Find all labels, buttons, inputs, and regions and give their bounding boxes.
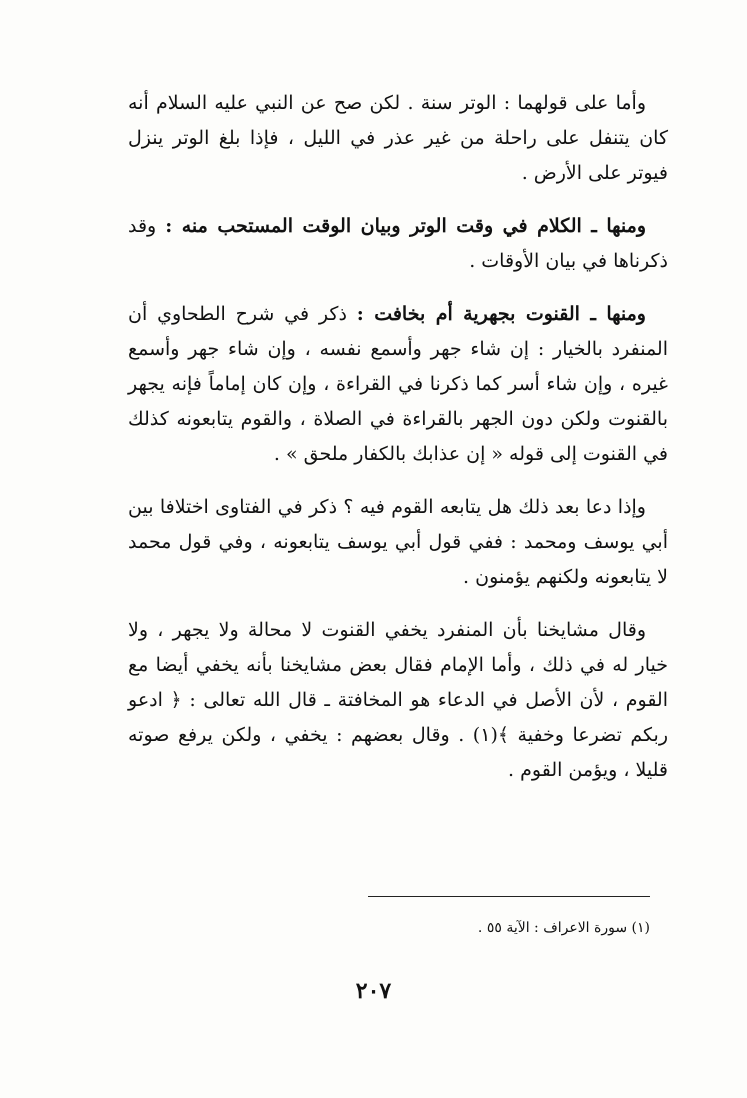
page-number: ٢٠٧ — [355, 978, 392, 1004]
footnote: (١) سورة الاعراف : الآية ٥٥ . — [477, 920, 650, 936]
paragraph-body: ذكر في شرح الطحاوي أن المنفرد بالخيار : إن شاء جهر وأسمع نفسه ، وإن شاء جهر وأسمع غيره ، وإن شاء أسر كما ذكرنا في القراءة ، وإن كان إماماً فإنه يجهر بالقنوت ولكن دون الجهر بالقراءة في الصلاة ، والقوم يتابعونه كذلك في القنوت إلى قوله « إن عذابك بالكفار ملحق » . — [128, 303, 668, 465]
paragraph-body: وقال مشايخنا بأن المنفرد يخفي القنوت لا محالة ولا يجهر ، ولا خيار له في ذلك ، وأما الإمام فقال بعض مشايخنا بأنه يخفي أيضا مع القوم ، لأن الأصل في الدعاء هو المخافتة ـ قال الله تعالى : ﴿ ادعو ربكم تضرعا وخفية ﴾(١) . وقال بعضهم : يخفي ، ولكن يرفع صوته قليلا ، ويؤمن القوم . — [128, 619, 669, 781]
paragraph-body: وأما على قولهما : الوتر سنة . لكن صح عن النبي عليه السلام أنه كان يتنفل على راحلة من غير عذر في الليل ، فإذا بلغ الوتر ينزل فيوتر على الأرض . — [128, 92, 668, 184]
paragraph-heading: ومنها ـ القنوت بجهرية أم بخافت : — [356, 303, 646, 325]
paragraph-1 — [128, 86, 668, 191]
footnote-divider — [368, 896, 650, 897]
paragraph-heading: ومنها ـ الكلام في وقت الوتر وبيان الوقت المستحب منه : — [165, 215, 647, 237]
paragraph-4 — [128, 490, 668, 595]
paragraph-body: وقد ذكرناها في بيان الأوقات . — [128, 215, 668, 272]
paragraph-3 — [128, 297, 668, 472]
paragraph-5 — [128, 613, 668, 788]
paragraph-body: وإذا دعا بعد ذلك هل يتابعه القوم فيه ؟ ذكر في الفتاوى اختلافا بين أبي يوسف ومحمد : ففي قول أبي يوسف يتابعونه ، وفي قول محمد لا يتابعونه ولكنهم يؤمنون . — [128, 496, 668, 588]
main-text — [128, 86, 668, 806]
paragraph-2 — [128, 209, 668, 279]
